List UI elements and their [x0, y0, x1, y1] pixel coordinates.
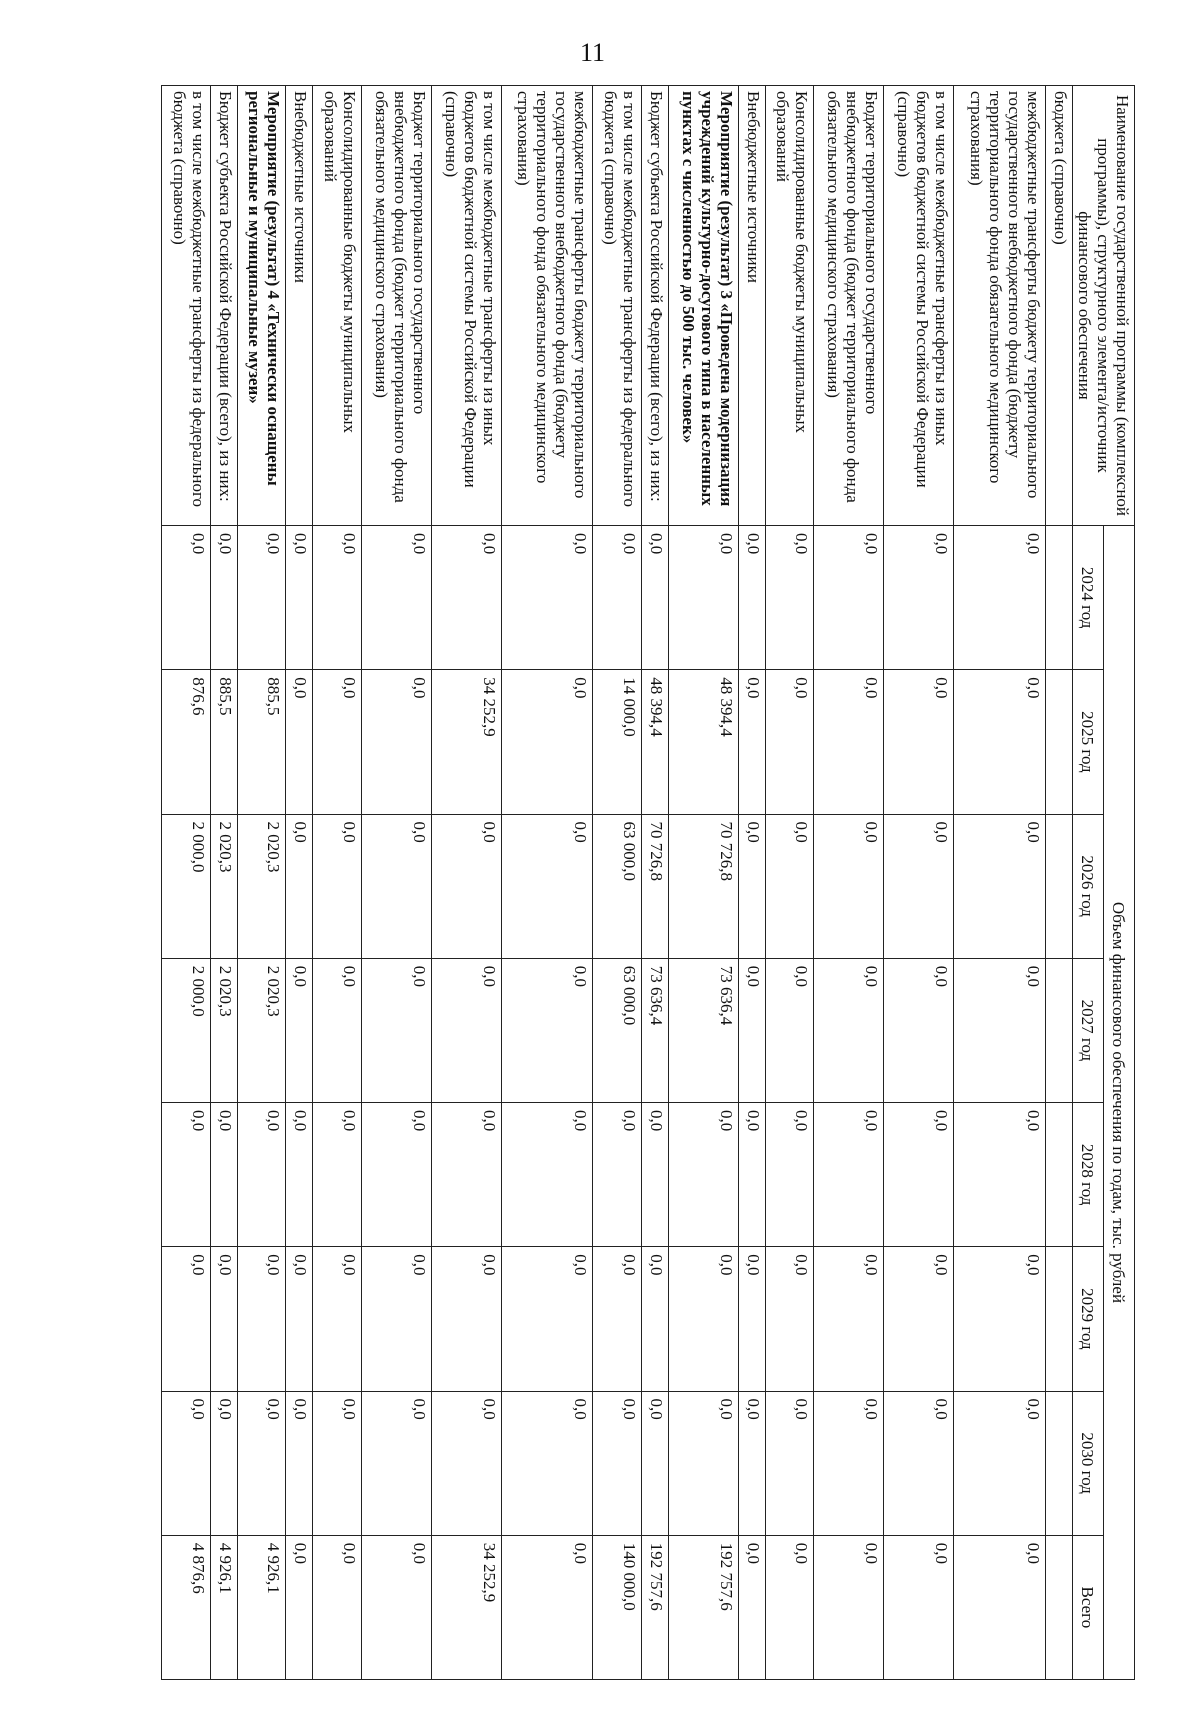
total-cell [1045, 1535, 1072, 1679]
value-cell: 2 020,3 [237, 814, 286, 958]
total-cell: 0,0 [884, 1535, 954, 1679]
value-cell: 0,0 [738, 670, 765, 814]
value-cell: 2 000,0 [161, 814, 210, 958]
value-cell: 0,0 [431, 526, 501, 670]
value-cell: 0,0 [237, 1391, 286, 1535]
table-row [313, 86, 362, 1680]
row-name-cell: Внебюджетные источники [738, 86, 765, 526]
value-cell: 0,0 [286, 958, 313, 1102]
value-cell: 0,0 [954, 814, 1045, 958]
value-cell: 0,0 [954, 1103, 1045, 1247]
table-row [884, 86, 954, 1680]
value-cell: 0,0 [361, 670, 431, 814]
value-cell: 48 394,4 [668, 670, 738, 814]
table-row [161, 86, 210, 1680]
table-row [814, 86, 884, 1680]
row-name-cell: Мероприятие (результат) 4 «Технически оснащены региональные и муниципальные музеи» [237, 86, 286, 526]
value-cell: 0,0 [641, 1391, 668, 1535]
value-cell: 48 394,4 [641, 670, 668, 814]
value-cell: 0,0 [884, 958, 954, 1102]
value-cell: 0,0 [361, 1247, 431, 1391]
table-row [210, 86, 237, 1680]
value-cell [1045, 1391, 1072, 1535]
value-cell: 0,0 [237, 1247, 286, 1391]
row-name-cell: Бюджет территориального государственного внебюджетного фонда (бюджет территориального фонда обязательного медицинского страхования) [361, 86, 431, 526]
value-cell: 885,5 [210, 670, 237, 814]
row-name-cell: Консолидированные бюджеты муниципальных образований [765, 86, 814, 526]
value-cell: 70 726,8 [668, 814, 738, 958]
value-cell: 0,0 [237, 1103, 286, 1247]
value-cell: 0,0 [954, 1391, 1045, 1535]
row-name-cell: Бюджет субъекта Российской Федерации (всего), из них: [210, 86, 237, 526]
value-cell: 0,0 [313, 1391, 362, 1535]
value-cell: 0,0 [668, 1391, 738, 1535]
value-cell [1045, 1247, 1072, 1391]
header-year: 2024 год [1072, 526, 1103, 670]
value-cell: 0,0 [884, 814, 954, 958]
value-cell: 876,6 [161, 670, 210, 814]
value-cell: 0,0 [210, 1247, 237, 1391]
table-row [668, 86, 738, 1680]
header-total: Всего [1072, 1535, 1103, 1679]
value-cell: 0,0 [593, 1103, 642, 1247]
value-cell: 0,0 [884, 526, 954, 670]
value-cell: 0,0 [161, 1103, 210, 1247]
value-cell: 0,0 [884, 1103, 954, 1247]
value-cell: 0,0 [765, 670, 814, 814]
total-cell: 34 252,9 [431, 1535, 501, 1679]
financing-table-rotated [169, 85, 1135, 1680]
total-cell: 192 757,6 [641, 1535, 668, 1679]
value-cell: 63 000,0 [593, 958, 642, 1102]
total-cell: 0,0 [361, 1535, 431, 1679]
page-number: 11 [580, 38, 606, 67]
table-body [161, 86, 1072, 1680]
financing-table [161, 85, 1135, 1680]
total-cell: 0,0 [286, 1535, 313, 1679]
value-cell: 0,0 [501, 814, 592, 958]
value-cell: 0,0 [593, 1391, 642, 1535]
value-cell: 0,0 [286, 814, 313, 958]
row-name-cell: в том числе межбюджетные трансферты из иных бюджетов бюджетной системы Российской Федерации (справочно) [884, 86, 954, 526]
value-cell: 0,0 [954, 958, 1045, 1102]
value-cell: 0,0 [286, 1391, 313, 1535]
value-cell: 0,0 [361, 1103, 431, 1247]
value-cell: 0,0 [593, 526, 642, 670]
total-cell: 0,0 [765, 1535, 814, 1679]
value-cell: 0,0 [641, 1247, 668, 1391]
row-name-cell: межбюджетные трансферты бюджету территориального государственного внебюджетного фонда (бюджету территориального фонда обязательного медицинского страхования) [501, 86, 592, 526]
value-cell: 0,0 [501, 958, 592, 1102]
row-name-cell: межбюджетные трансферты бюджету территориального государственного внебюджетного фонда (бюджету территориального фонда обязательного медицинского страхования) [954, 86, 1045, 526]
total-cell: 4 926,1 [237, 1535, 286, 1679]
value-cell [1045, 526, 1072, 670]
table-row [361, 86, 431, 1680]
value-cell: 0,0 [765, 1247, 814, 1391]
header-year: 2030 год [1072, 1391, 1103, 1535]
value-cell: 0,0 [286, 526, 313, 670]
value-cell: 0,0 [765, 958, 814, 1102]
value-cell: 0,0 [814, 670, 884, 814]
value-cell: 0,0 [286, 1103, 313, 1247]
value-cell: 2 000,0 [161, 958, 210, 1102]
value-cell: 0,0 [431, 1103, 501, 1247]
value-cell [1045, 670, 1072, 814]
total-cell: 192 757,6 [668, 1535, 738, 1679]
value-cell: 0,0 [765, 526, 814, 670]
value-cell: 0,0 [501, 1391, 592, 1535]
value-cell: 0,0 [361, 526, 431, 670]
value-cell: 0,0 [814, 1391, 884, 1535]
value-cell: 0,0 [286, 670, 313, 814]
table-row [501, 86, 592, 1680]
value-cell: 0,0 [738, 958, 765, 1102]
value-cell: 0,0 [313, 1103, 362, 1247]
total-cell: 0,0 [501, 1535, 592, 1679]
value-cell: 0,0 [210, 526, 237, 670]
value-cell: 0,0 [641, 526, 668, 670]
value-cell: 34 252,9 [431, 670, 501, 814]
row-name-cell: Бюджет субъекта Российской Федерации (всего), из них: [641, 86, 668, 526]
value-cell: 0,0 [738, 1103, 765, 1247]
row-name-cell: Мероприятие (результат) 3 «Проведена модернизация учреждений культурно-досугового типа в населенных пунктах с численностью до 500 тыс. человек» [668, 86, 738, 526]
row-name-cell: бюджета (справочно) [1045, 86, 1072, 526]
value-cell: 0,0 [814, 526, 884, 670]
row-name-cell: в том числе межбюджетные трансферты из иных бюджетов бюджетной системы Российской Федерации (справочно) [431, 86, 501, 526]
total-cell: 4 926,1 [210, 1535, 237, 1679]
total-cell: 0,0 [954, 1535, 1045, 1679]
table-row [237, 86, 286, 1680]
table-row [765, 86, 814, 1680]
value-cell: 0,0 [814, 814, 884, 958]
header-year: 2028 год [1072, 1103, 1103, 1247]
value-cell: 0,0 [431, 814, 501, 958]
value-cell: 0,0 [954, 526, 1045, 670]
header-year: 2027 год [1072, 958, 1103, 1102]
value-cell: 0,0 [313, 958, 362, 1102]
value-cell: 0,0 [884, 1391, 954, 1535]
value-cell: 0,0 [884, 1247, 954, 1391]
value-cell: 0,0 [738, 814, 765, 958]
value-cell: 70 726,8 [641, 814, 668, 958]
value-cell: 0,0 [210, 1103, 237, 1247]
value-cell: 0,0 [738, 1247, 765, 1391]
value-cell: 0,0 [431, 958, 501, 1102]
value-cell: 14 000,0 [593, 670, 642, 814]
value-cell: 0,0 [313, 670, 362, 814]
value-cell: 0,0 [361, 1391, 431, 1535]
row-name-cell: Консолидированные бюджеты муниципальных образований [313, 86, 362, 526]
table-row [431, 86, 501, 1680]
header-year: 2025 год [1072, 670, 1103, 814]
value-cell: 0,0 [954, 1247, 1045, 1391]
table-row [1045, 86, 1072, 1680]
value-cell: 0,0 [814, 1247, 884, 1391]
value-cell: 0,0 [431, 1391, 501, 1535]
header-financing-group: Объем финансового обеспечения по годам, тыс. рублей [1103, 526, 1134, 1680]
total-cell: 0,0 [814, 1535, 884, 1679]
header-year: 2026 год [1072, 814, 1103, 958]
value-cell: 0,0 [884, 670, 954, 814]
value-cell: 0,0 [361, 814, 431, 958]
total-cell: 0,0 [738, 1535, 765, 1679]
row-name-cell: Внебюджетные источники [286, 86, 313, 526]
value-cell: 0,0 [501, 670, 592, 814]
row-name-cell: Бюджет территориального государственного внебюджетного фонда (бюджет территориального фонда обязательного медицинского страхования) [814, 86, 884, 526]
value-cell: 0,0 [668, 1247, 738, 1391]
value-cell: 0,0 [814, 958, 884, 1102]
total-cell: 0,0 [313, 1535, 362, 1679]
value-cell: 0,0 [814, 1103, 884, 1247]
value-cell: 0,0 [501, 1247, 592, 1391]
value-cell [1045, 1103, 1072, 1247]
header-year: 2029 год [1072, 1247, 1103, 1391]
value-cell: 0,0 [765, 814, 814, 958]
value-cell: 0,0 [593, 1247, 642, 1391]
table-row [738, 86, 765, 1680]
value-cell: 0,0 [738, 526, 765, 670]
value-cell: 0,0 [765, 1391, 814, 1535]
table-row [286, 86, 313, 1680]
total-cell: 4 876,6 [161, 1535, 210, 1679]
value-cell [1045, 958, 1072, 1102]
value-cell: 0,0 [361, 958, 431, 1102]
value-cell: 2 020,3 [210, 814, 237, 958]
value-cell: 2 020,3 [237, 958, 286, 1102]
row-name-cell: в том числе межбюджетные трансферты из федерального бюджета (справочно) [593, 86, 642, 526]
value-cell: 0,0 [668, 526, 738, 670]
value-cell: 0,0 [313, 814, 362, 958]
row-name-cell: в том числе межбюджетные трансферты из федерального бюджета (справочно) [161, 86, 210, 526]
value-cell: 73 636,4 [641, 958, 668, 1102]
value-cell: 0,0 [161, 1391, 210, 1535]
value-cell: 0,0 [161, 1247, 210, 1391]
value-cell: 73 636,4 [668, 958, 738, 1102]
value-cell: 0,0 [313, 1247, 362, 1391]
value-cell: 0,0 [313, 526, 362, 670]
value-cell [1045, 814, 1072, 958]
value-cell: 0,0 [237, 526, 286, 670]
value-cell: 0,0 [501, 526, 592, 670]
table-row [641, 86, 668, 1680]
table-row [954, 86, 1045, 1680]
total-cell: 140 000,0 [593, 1535, 642, 1679]
value-cell: 2 020,3 [210, 958, 237, 1102]
value-cell: 0,0 [641, 1103, 668, 1247]
table-row [593, 86, 642, 1680]
value-cell: 63 000,0 [593, 814, 642, 958]
value-cell: 0,0 [431, 1247, 501, 1391]
value-cell: 0,0 [161, 526, 210, 670]
value-cell: 0,0 [501, 1103, 592, 1247]
value-cell: 885,5 [237, 670, 286, 814]
value-cell: 0,0 [738, 1391, 765, 1535]
header-name-column: Наименование государственной программы (комплексной программы), структурного элемента/источник финансового обеспечения [1072, 86, 1134, 526]
value-cell: 0,0 [954, 670, 1045, 814]
value-cell: 0,0 [286, 1247, 313, 1391]
value-cell: 0,0 [668, 1103, 738, 1247]
header-row-top [1103, 86, 1134, 1680]
value-cell: 0,0 [765, 1103, 814, 1247]
value-cell: 0,0 [210, 1391, 237, 1535]
